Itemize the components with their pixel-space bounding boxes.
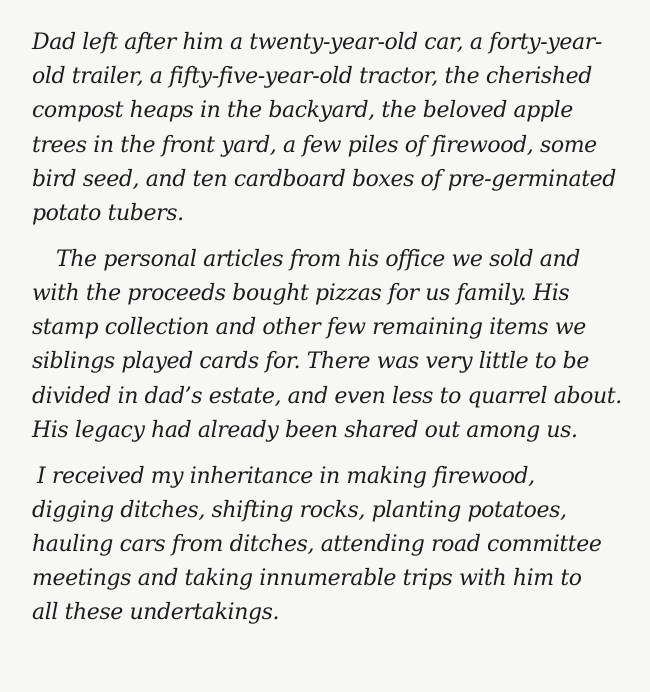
text-line: The personal articles from his office we sold and [56, 247, 580, 272]
text-line: potato tubers. [32, 201, 184, 226]
text-line: stamp collection and other few remaining items we [32, 315, 586, 340]
text-line: trees in the front yard, a few piles of firewood, some [32, 133, 597, 158]
text-line: with the proceeds bought pizzas for us family. His [32, 281, 570, 306]
text-line: digging ditches, shifting rocks, planting potatoes, [32, 498, 567, 523]
text-line: all these undertakings. [32, 600, 280, 625]
text-line: divided in dad’s estate, and even less to quarrel about. [32, 384, 622, 409]
text-line: His legacy had already been shared out among us. [32, 418, 578, 443]
text-line: I received my inheritance in making firewood, [37, 464, 535, 489]
text-line: Dad left after him a twenty-year-old car, a forty-year- [32, 30, 602, 55]
text-line: siblings played cards for. There was very little to be [32, 349, 589, 374]
text-line: bird seed, and ten cardboard boxes of pre-germinated [32, 167, 616, 192]
text-line: old trailer, a fifty-five-year-old tractor, the cherished [32, 64, 592, 89]
text-line: compost heaps in the backyard, the beloved apple [32, 98, 573, 123]
text-line: hauling cars from ditches, attending road committee [32, 532, 602, 557]
text-line: meetings and taking innumerable trips with him to [32, 566, 582, 591]
